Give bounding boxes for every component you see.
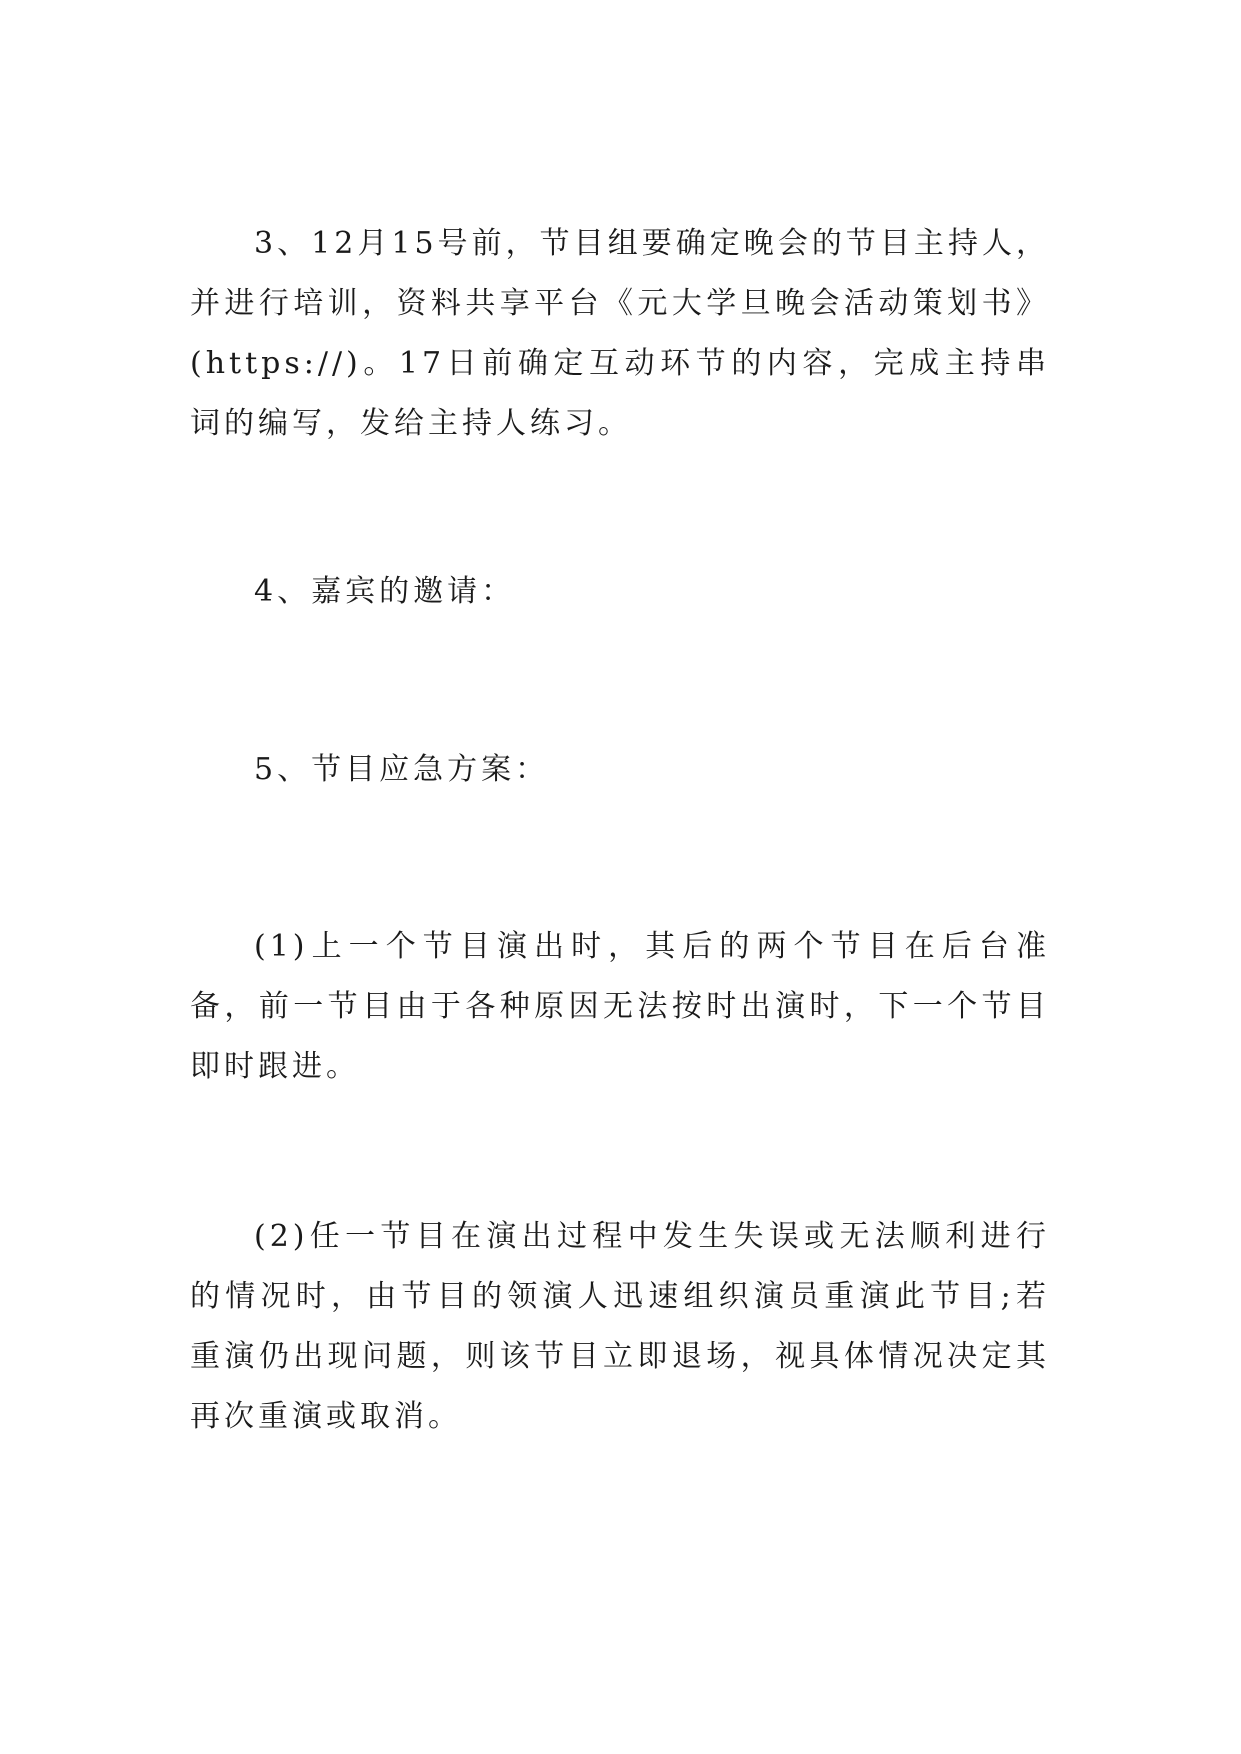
paragraph-emergency-item-2: (2)任一节目在演出过程中发生失误或无法顺利进行的情况时，由节目的领演人迅速组织演员重演此节目;若重演仍出现问题，则该节目立即退场，视具体情况决定其再次重演或取消。: [190, 1219, 1050, 1434]
paragraph-emergency-plan-heading: 5、节目应急方案：: [254, 752, 550, 787]
paragraph-guest-invitation: 4、嘉宾的邀请：: [254, 574, 516, 609]
paragraph-host-training: 3、12月15号前，节目组要确定晚会的节目主持人，并进行培训，资料共享平台《元大学旦晚会活动策划书》(https://)。17日前确定互动环节的内容，完成主持串词的编写，发给主持人练习。: [190, 226, 1050, 441]
paragraph-emergency-item-1: (1)上一个节目演出时，其后的两个节目在后台准备，前一节目由于各种原因无法按时出演时，下一个节目即时跟进。: [190, 929, 1050, 1084]
